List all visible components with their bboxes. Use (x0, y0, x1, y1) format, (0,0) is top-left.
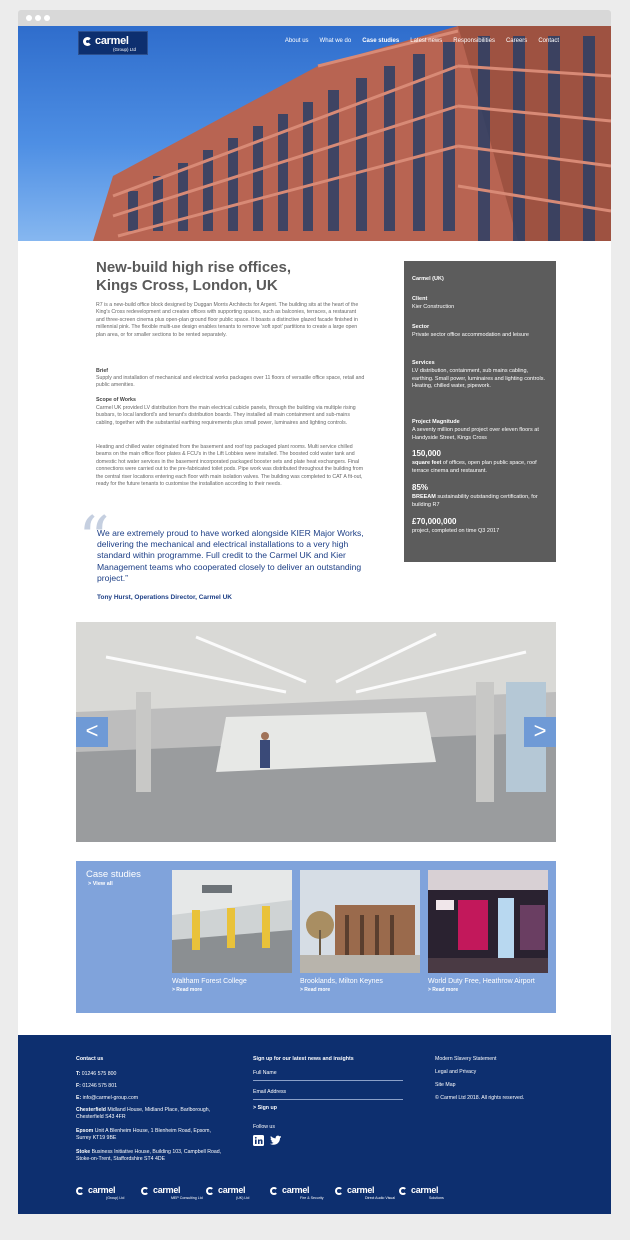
hero-banner (18, 26, 611, 241)
email-input-underline (253, 1099, 403, 1100)
office-name: Chesterfield (76, 1107, 106, 1113)
building-facade-image (18, 26, 611, 241)
brand-subtitle: Fire & Security (300, 1196, 324, 1200)
view-all-link[interactable]: > View all (88, 881, 113, 887)
case-studies-section (76, 861, 556, 1013)
case-title: Brooklands, Milton Keynes (300, 978, 383, 985)
services-value: LV distribution, containment, sub mains cabling, earthing. Small power, luminaires and lighting controls. Heating, chilled water, pipework. (412, 368, 545, 390)
office-address: Unit A Blenheim House, 1 Blenheim Road, Epsom, Surrey KT19 9BE (76, 1128, 211, 1141)
signup-button[interactable]: > Sign up (253, 1105, 277, 1111)
brand-wordmark: carmel (282, 1185, 310, 1195)
nav-about-us[interactable]: About us (284, 38, 309, 44)
slider-prev-button[interactable]: < (76, 717, 108, 747)
nav-case-studies[interactable]: Case studies (362, 38, 400, 44)
brief-text: Supply and installation of mechanical and electrical works packages over 11 floors of versatile office space, retail and public amenities. (96, 375, 365, 389)
page-title: New-build high rise offices, Kings Cross, London, UK (96, 259, 292, 294)
office-chesterfield (76, 1107, 226, 1121)
client-label: Client (412, 296, 428, 302)
stat-area-unit: square feet (412, 460, 442, 466)
image-slider (76, 622, 556, 842)
email-address-input[interactable]: Email Address (253, 1089, 287, 1095)
office-address: Business Initiative House, Building 103, Campbell Road, Stoke-on-Trent, Staffordshire ST4 4DE (76, 1149, 222, 1162)
follow-us-label: Follow us (253, 1124, 275, 1130)
nav-what-we-do[interactable]: What we do (319, 38, 352, 44)
nav-latest-news[interactable]: Latest news (410, 38, 443, 44)
brand-wordmark: carmel (153, 1185, 181, 1195)
stat-breeam-value: 85% (412, 483, 429, 492)
case-title: Waltham Forest College (172, 978, 247, 985)
quote-author: Tony Hurst, Operations Director, Carmel UK (97, 594, 232, 601)
magnitude-label: Project Magnitude (412, 419, 460, 425)
office-epsom (76, 1128, 226, 1142)
brand-subtitle: (UK) Ltd (236, 1196, 250, 1200)
office-interior-image (76, 622, 556, 842)
stat-breeam-text (412, 494, 548, 509)
brand-subtitle: MEP Consulting Ltd (171, 1196, 203, 1200)
twitter-icon[interactable] (270, 1135, 281, 1146)
quote-mark-icon: “ (78, 502, 110, 575)
brand-wordmark: carmel (88, 1185, 116, 1195)
scope-heading: Scope of Works (96, 397, 136, 403)
footer-email (76, 1095, 138, 1102)
window-dot-icon (35, 15, 41, 21)
stat-area-text (412, 460, 548, 475)
link-modern-slavery[interactable]: Modern Slavery Statement (435, 1056, 497, 1062)
email-label: E: (76, 1095, 82, 1101)
case-title: World Duty Free, Heathrow Airport (428, 978, 535, 985)
nav-responsibilities[interactable]: Responsibilities (453, 38, 495, 44)
slider-next-button[interactable]: > (524, 717, 556, 747)
office-name: Epsom (76, 1128, 94, 1134)
scope-text-1: Carmel UK provided LV distribution from the main electrical cubicle panels, through the building via multiple rising busbars, to local landlord's and tenant's distribution boards. They installed all main containment and sub-mains cabling, together with the substantial earthing requirements plus small power, luminaires and lighting controls. (96, 405, 356, 426)
case-image-brooklands[interactable] (300, 870, 420, 973)
copyright-text: © Carmel Ltd 2018. All rights reserved. (435, 1095, 525, 1101)
signup-heading: Sign up for our latest news and insights (253, 1056, 354, 1062)
stat-breeam-label: BREEAM (412, 494, 436, 500)
link-site-map[interactable]: Site Map (435, 1082, 456, 1088)
email-link[interactable]: info@carmel-group.com (81, 1095, 139, 1101)
main-nav (285, 38, 559, 44)
carmel-c-icon (141, 1187, 149, 1195)
carmel-c-icon (270, 1187, 278, 1195)
scope-text-2: Heating and chilled water originated from the basement and roof top packaged plant rooms. Multi service chilled beams on the main office floor plates & FCU's in the Lift Lobbies were installed. The boosted cold water tank and domestic hot water services in the basement incorporated packaged booster sets and plate heat exchangers. Final connections were carried out to the pre-fabricated toilet pods. Pipe work was distributed throughout the building from the central riser locations entering each floor with main isolation valves. The building was completed to CAT A fit-out, ready for the future tenants to customise the installation according to their needs. (96, 444, 364, 488)
services-label: Services (412, 360, 435, 366)
brand-logo-solutions[interactable] (399, 1185, 461, 1201)
window-dot-icon (26, 15, 32, 21)
stat-area-desc: of offices, open plan public space, roof terrace cinema and restaurant. (412, 460, 537, 474)
read-more-link[interactable]: > Read more (428, 987, 459, 993)
footer-fax (76, 1083, 117, 1090)
web-page (18, 26, 611, 1214)
browser-title-bar (18, 10, 611, 26)
case-card[interactable] (300, 870, 420, 993)
brand-subtitle: Direct Audio Visual (365, 1196, 396, 1200)
brand-wordmark: carmel (347, 1185, 375, 1195)
read-more-link[interactable]: > Read more (300, 987, 331, 993)
case-card[interactable] (428, 870, 548, 993)
sidebar-company: Carmel (UK) (412, 276, 444, 282)
office-stoke (76, 1149, 226, 1163)
stat-value-desc: project, completed on time Q3 2017 (412, 528, 500, 534)
sector-label: Sector (412, 324, 430, 330)
brand-logo-group[interactable] (76, 1185, 138, 1201)
carmel-c-icon (335, 1187, 343, 1195)
brand-logo-direct-av[interactable] (335, 1185, 397, 1201)
carmel-c-icon (76, 1187, 84, 1195)
intro-paragraph: R7 is a new-build office block designed by Duggan Morris Architects for Argent. The building sits at the heart of the King's Cross redevelopment and creates offices with supporting spaces, such as balconies, terraces, a restaurant and three-screen cinema plus open-plan ground floor public space. It boasts a distinctive glazed facade finished in millennial pink. The flexible multi-use design enables tenants to remove 'soft spot' partitions to create a large open plan area, or for smaller sections to be rented separately. (96, 302, 359, 338)
brand-wordmark: carmel (218, 1185, 246, 1195)
read-more-link[interactable]: > Read more (172, 987, 203, 993)
brief-heading: Brief (96, 368, 109, 374)
brand-subtitle: Solutions (429, 1196, 444, 1200)
footer-phone (76, 1071, 116, 1078)
carmel-c-icon (83, 37, 92, 46)
case-image-college[interactable] (172, 870, 292, 973)
nav-contact[interactable]: Contact (538, 38, 559, 44)
sector-value: Private sector office accommodation and leisure (412, 332, 529, 338)
logo-wordmark: carmel (95, 35, 129, 47)
client-value: Kier Construction (412, 304, 455, 310)
carmel-logo[interactable] (78, 31, 148, 55)
contact-heading: Contact us (76, 1056, 104, 1062)
testimonial-quote: We are extremely proud to have worked alongside KIER Major Works, delivering the mechanical and electrical installations to a very high standard within programme. Full credit to the Carmel UK and Kier Management teams who cooperated closely to deliver an outstanding project.” (97, 528, 364, 583)
nav-careers[interactable]: Careers (505, 38, 528, 44)
phone-number[interactable]: 01246 575 800 (80, 1071, 117, 1077)
office-address: Midland House, Midland Place, Barlborough, Chesterfield S43 4FR (76, 1107, 211, 1120)
stat-breeam-desc: sustainability outstanding certification, for building R7 (412, 494, 538, 508)
linkedin-icon[interactable] (253, 1135, 264, 1146)
site-footer (18, 1035, 611, 1214)
brand-wordmark: carmel (411, 1185, 439, 1195)
stat-area-value: 150,000 (412, 449, 441, 458)
phone-label: T: (76, 1071, 81, 1077)
full-name-input[interactable]: Full Name (253, 1070, 277, 1076)
logo-subtitle: (Group) Ltd (113, 47, 137, 52)
brand-logo-mep[interactable] (141, 1185, 203, 1201)
stat-value-amount: £70,000,000 (412, 517, 457, 526)
case-studies-title: Case studies (86, 869, 141, 880)
brand-logo-fire-security[interactable] (270, 1185, 332, 1201)
project-facts-sidebar (404, 261, 556, 562)
brand-subtitle: (Group) Ltd (106, 1196, 125, 1200)
carmel-c-icon (206, 1187, 214, 1195)
office-name: Stoke (76, 1149, 91, 1155)
case-image-duty-free[interactable] (428, 870, 548, 973)
magnitude-value: A seventy million pound project over eleven floors at Handyside Street, Kings Cross (412, 427, 539, 441)
fax-number: 01246 575 801 (80, 1083, 117, 1089)
brand-logo-uk[interactable] (206, 1185, 268, 1201)
link-legal-privacy[interactable]: Legal and Privacy (435, 1069, 477, 1075)
carmel-c-icon (399, 1187, 407, 1195)
window-dot-icon (44, 15, 50, 21)
name-input-underline (253, 1080, 403, 1081)
fax-label: F: (76, 1083, 81, 1089)
case-card[interactable] (172, 870, 292, 993)
